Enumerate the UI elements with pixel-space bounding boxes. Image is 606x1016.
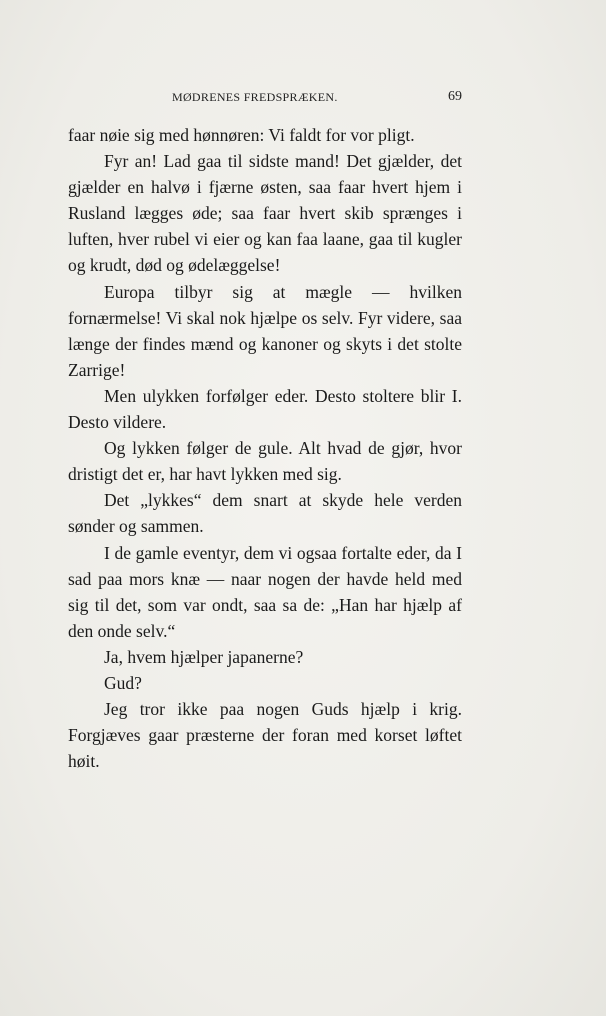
paragraph-5: Og lykken følger de gule. Alt hvad de gjør, hvor dristigt det er, har havt lykken med sig.	[68, 438, 462, 485]
paragraph-9: Gud?	[104, 672, 142, 693]
paragraph-8: Ja, hvem hjælper japanerne?	[104, 646, 304, 667]
paragraph-6: Det „lykkes“ dem snart at skyde hele verden sønder og sammen.	[68, 490, 462, 537]
paragraph-4: Men ulykken forfølger eder. Desto stoltere blir I. Desto vildere.	[68, 385, 462, 433]
paragraph-2: Fyr an! Lad gaa til sidste mand! Det gjælder, det gjælder en halvø i fjærne østen, saa faar hvert hjem i Rusland lægges øde; saa faar hvert skib sprænges i luften, hver rubel vi eier og kan faa laane, gaa til kugler og krudt, død og ødelæggelse!	[68, 151, 462, 276]
page-number: 69	[448, 89, 462, 104]
paragraph-1: faar nøie sig med hønnøren: Vi faldt for vor pligt.	[68, 125, 415, 145]
paragraph-10: Jeg tror ikke paa nogen Guds hjælp i krig. Forgjæves gaar præsterne der foran med korset løftet høit.	[68, 699, 462, 772]
running-title: MØDRENES FREDSPRÆKEN.	[172, 90, 338, 104]
paragraph-7: I de gamle eventyr, dem vi ogsaa fortalte eder, da I sad paa mors knæ — naar nogen der havde held med sig til det, som var ondt, saa sa de: „Han har hjælp af den onde selv.“	[68, 542, 462, 641]
page-header	[0, 90, 606, 110]
body-text	[68, 122, 462, 774]
paragraph-3: Europa tilbyr sig at mægle — hvilken fornærmelse! Vi skal nok hjælpe os selv. Fyr videre, saa længe der findes mænd og kanoner og skyts i det stolte Zarrige!	[68, 281, 462, 380]
